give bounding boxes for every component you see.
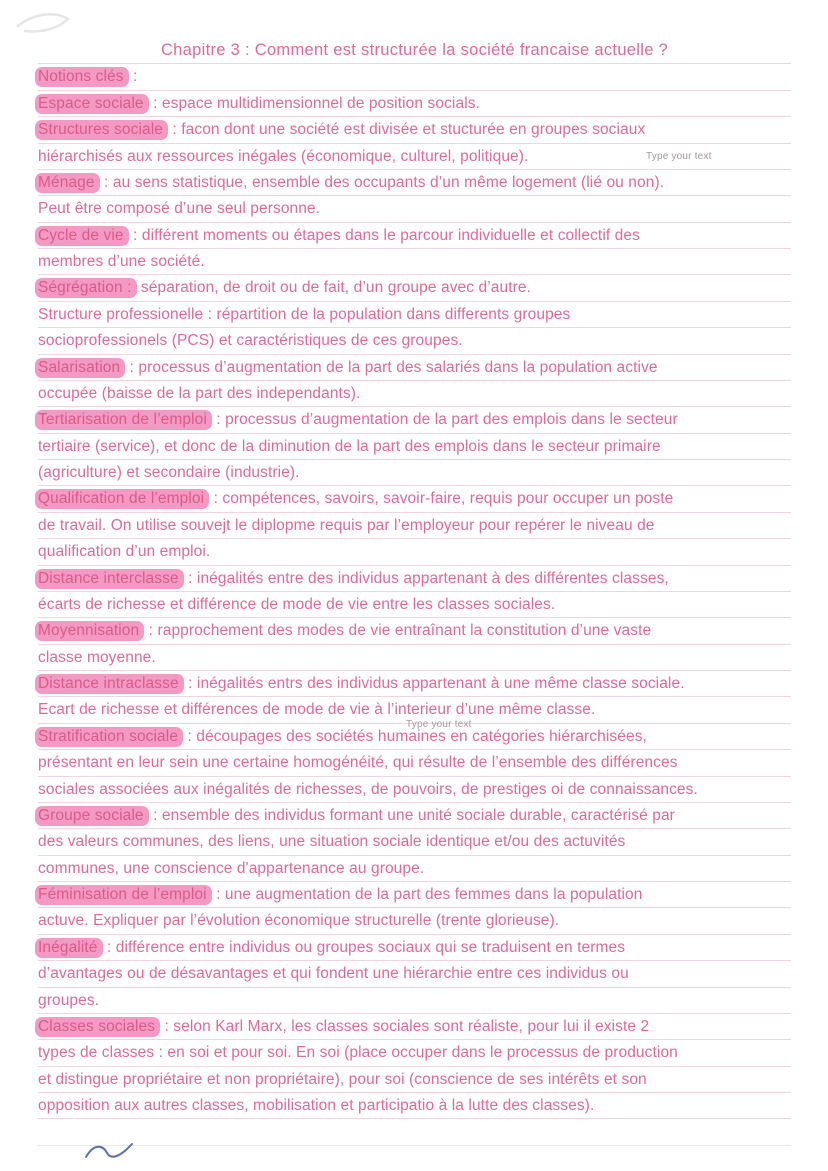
note-line-text: : différence entre individus ou groupes sociaux qui se traduisent en termes — [102, 938, 626, 956]
note-line — [38, 170, 791, 196]
note-line-text: : une augmentation de la part des femmes dans la population — [211, 886, 643, 903]
note-line-text: : au sens statistique, ensemble des occupants d’un même logement (lié ou non). — [99, 173, 665, 191]
highlighted-term: Tertiarisation de l’emploi — [35, 410, 212, 430]
note-line — [38, 935, 791, 961]
highlighted-term: Distance interclasse — [35, 569, 184, 589]
note-line-text: : processus d’augmentation de la part des salariés dans la population active — [125, 358, 658, 376]
note-line — [38, 566, 791, 592]
highlighted-term: Qualification de l’emploi — [35, 489, 209, 509]
text-box-placeholder[interactable]: Type your text — [646, 151, 712, 162]
highlighted-term: Ménage — [35, 173, 100, 193]
note-line-text: actuve. Expliquer par l’évolution économique structurelle (trente glorieuse). — [38, 912, 560, 930]
note-line — [38, 64, 791, 90]
note-line-text: : compétences, savoirs, savoir-faire, requis pour occuper un poste — [209, 490, 674, 508]
note-line-text: opposition aux autres classes, mobilisation et participatio à la lutte des classes). — [38, 1097, 595, 1114]
note-line-text: Structure professionelle : répartition de la population dans differents groupes — [38, 305, 571, 323]
note-line — [38, 117, 791, 143]
note-line — [38, 381, 791, 407]
note-line-text: (agriculture) et secondaire (industrie). — [38, 464, 300, 481]
highlighted-term: Moyennisation — [35, 621, 144, 641]
note-line-text: types de classes : en soi et pour soi. En soi (place occuper dans le processus de production — [38, 1044, 678, 1062]
note-line-text: sociales associées aux inégalités de richesses, de pouvoirs, de prestiges oi de connaissances. — [38, 780, 698, 798]
note-line — [38, 856, 791, 882]
note-line — [38, 407, 791, 433]
note-line — [38, 223, 791, 249]
note-line — [38, 618, 791, 644]
note-line-text: qualification d’un emploi. — [38, 543, 211, 561]
highlighted-term: Inégalité — [35, 938, 103, 958]
note-line — [38, 988, 791, 1014]
note-line — [38, 882, 791, 908]
note-lines — [38, 64, 791, 1145]
note-line-text: classe moyenne. — [38, 648, 156, 666]
note-line-text: : facon dont une société est divisée et stucturée en groupes sociaux — [168, 121, 646, 139]
note-line — [38, 750, 791, 776]
note-line — [38, 513, 791, 539]
note-line-text: occupée (baisse de la part des independants). — [38, 384, 361, 402]
note-line — [38, 1067, 791, 1093]
note-line — [38, 803, 791, 829]
note-line — [38, 1093, 791, 1119]
note-line-text: communes, une conscience d'appartenance au groupe. — [38, 859, 425, 877]
note-line-text: : processus d’augmentation de la part des emplois dans le secteur — [211, 411, 678, 429]
highlighted-term: Salarisation — [35, 358, 125, 378]
note-line-text: : espace multidimensionnel de position socials. — [148, 94, 480, 112]
note-line — [38, 539, 791, 565]
note-line-text: tertiaire (service), et donc de la diminution de la part des emplois dans le secteur primaire — [38, 437, 661, 455]
note-line-text: : ensemble des individus formant une unité sociale durable, caractérisé par — [148, 806, 675, 824]
note-line-text: : découpages des sociétés humaines en catégories hiérarchisées, — [183, 727, 647, 745]
note-line — [38, 328, 791, 354]
note-line-text: séparation, de droit ou de fait, d’un groupe avec d’autre. — [136, 279, 532, 297]
note-line-text: hiérarchisés aux ressources inégales (économique, culturel, politique). — [38, 147, 529, 165]
note-line — [38, 355, 791, 381]
note-line — [38, 196, 791, 222]
highlighted-term: Notions clés — [35, 67, 129, 87]
note-line — [38, 645, 791, 671]
note-line-text: membres d’une société. — [38, 253, 205, 270]
note-line — [38, 1040, 791, 1066]
note-line — [38, 592, 791, 618]
note-line — [38, 777, 791, 803]
page-title: Chapitre 3 : Comment est structurée la société francaise actuelle ? — [38, 38, 791, 64]
text-box-placeholder[interactable]: Type your text — [406, 719, 472, 730]
note-line-text: : différent moments ou étapes dans le parcour individuelle et collectif des — [128, 226, 640, 244]
note-line-text: : — [128, 68, 138, 86]
note-line — [38, 302, 791, 328]
note-sheet — [38, 38, 791, 1146]
note-line — [38, 91, 791, 117]
highlighted-term: Classes sociales — [35, 1017, 160, 1037]
note-line-text: des valeurs communes, des liens, une situation sociale identique et/ou des actuvités — [38, 833, 626, 851]
pencil-squiggle-mark — [12, 6, 84, 42]
note-line — [38, 1014, 791, 1040]
note-line-text: écarts de richesse et différence de mode de vie entre les classes sociales. — [38, 595, 556, 613]
note-line-text: : inégalités entre des individus appartenant à des différentes classes, — [183, 569, 669, 587]
highlighted-term: Distance intraclasse — [35, 674, 184, 694]
note-line — [38, 460, 791, 486]
note-line-text: de travail. On utilise souvejt le diplopme requis par l’employeur pour repérer le niveau de — [38, 516, 655, 534]
highlighted-term: Structures sociale — [35, 120, 168, 140]
note-line — [38, 486, 791, 512]
note-line-text: et distingue propriétaire et non propriétaire), pour soi (conscience de ses intérêts et son — [38, 1070, 647, 1088]
note-line — [38, 1119, 791, 1145]
note-line-text: : selon Karl Marx, les classes sociales sont réaliste, pour lui il existe 2 — [160, 1017, 650, 1035]
note-line-text: : rapprochement des modes de vie entraînant la constitution d’une vaste — [144, 622, 652, 640]
note-line — [38, 434, 791, 460]
highlighted-term: Ségrégation : — [35, 278, 137, 298]
note-line-text: socioprofessionels (PCS) et caractéristiques de ces groupes. — [38, 332, 463, 350]
note-line — [38, 249, 791, 275]
highlighted-term: Féminisation de l’emploi — [35, 885, 212, 905]
note-line-text: groupes. — [38, 991, 100, 1009]
highlighted-term: Stratification sociale — [35, 727, 183, 747]
highlighted-term: Cycle de vie — [35, 226, 129, 246]
note-line-text: : inégalités entrs des individus appartenant à une même classe sociale. — [183, 675, 685, 692]
note-line-text: Peut être composé d’une seul personne. — [38, 200, 321, 218]
highlighted-term: Espace sociale — [35, 94, 149, 114]
note-line-text: d’avantages ou de désavantages et qui fondent une hiérarchie entre ces individus ou — [38, 965, 629, 983]
highlighted-term: Groupe sociale — [35, 806, 149, 826]
note-line — [38, 829, 791, 855]
note-line — [38, 671, 791, 697]
note-line — [38, 961, 791, 987]
note-line-text: présentant en leur sein une certaine homogénéité, qui résulte de l’ensemble des différences — [38, 754, 678, 772]
note-line-text: Ecart de richesse et différences de mode de vie à l’interieur d’une même classe. — [38, 701, 596, 719]
note-line — [38, 908, 791, 934]
note-line — [38, 275, 791, 301]
